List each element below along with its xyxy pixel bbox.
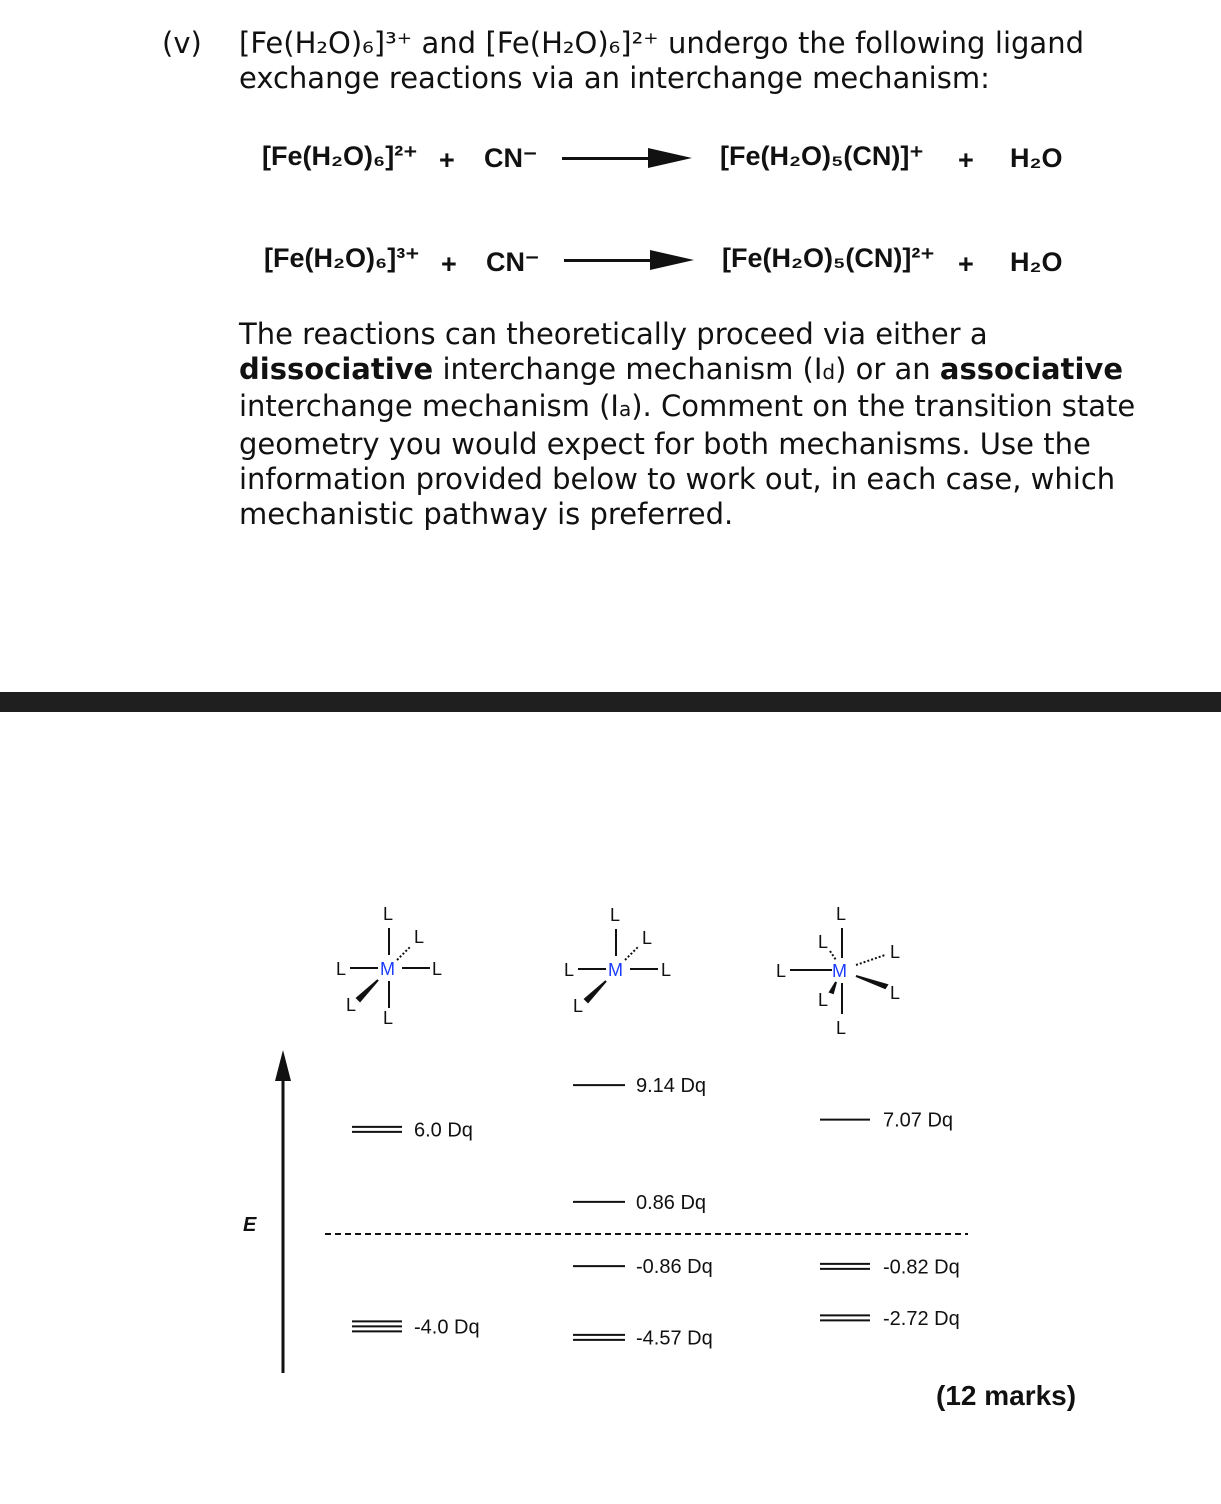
intro-line-1: [Fe(H₂O)₆]³⁺ and [Fe(H₂O)₆]²⁺ undergo the following ligand	[239, 26, 1084, 60]
ligand-label: L	[383, 904, 394, 924]
energy-level	[573, 1327, 713, 1349]
ligand-label: L	[890, 983, 901, 1003]
subscript-d: d	[822, 359, 836, 384]
energy-level	[820, 1110, 953, 1132]
energy-levels	[352, 1075, 960, 1349]
para-text-2: interchange mechanism (I	[433, 351, 823, 386]
ligand-label: L	[346, 995, 357, 1015]
para-line-4: geometry you would expect for both mechanisms. Use the	[239, 427, 1091, 462]
energy-level	[820, 1256, 960, 1278]
para-text-5: ). Comment on the transition state	[631, 389, 1136, 424]
para-line-6: mechanistic pathway is preferred.	[239, 496, 734, 531]
pentagonal-bipyramidal-structure	[776, 904, 900, 1038]
reaction-1-nucleophile: CN⁻	[484, 143, 538, 173]
reaction-1-product: [Fe(H₂O)₅(CN)]⁺	[720, 141, 924, 171]
energy-level-label: 9.14 Dq	[636, 1075, 707, 1098]
energy-level-label: 7.07 Dq	[883, 1109, 954, 1132]
energy-axis-arrowhead	[275, 1050, 291, 1081]
para-line-1: The reactions can theoretically proceed via either a	[239, 317, 988, 351]
reaction-2-water: H₂O	[1010, 247, 1063, 277]
ligand-label: L	[836, 1018, 847, 1038]
ligand-label: L	[836, 904, 847, 924]
reaction-1-reactant: [Fe(H₂O)₆]²⁺	[262, 141, 418, 171]
energy-level	[573, 1192, 706, 1214]
reaction-1-water: H₂O	[1010, 143, 1063, 173]
ligand-label: L	[818, 990, 829, 1010]
metal-label: M	[380, 959, 395, 979]
reaction-2-product: [Fe(H₂O)₅(CN)]²⁺	[722, 243, 935, 273]
ligand-label: L	[564, 960, 575, 980]
energy-level-label: -4.0 Dq	[414, 1316, 480, 1339]
energy-level-label: 6.0 Dq	[414, 1119, 473, 1142]
reaction-2-nucleophile: CN⁻	[486, 247, 540, 277]
ligand-label: L	[573, 996, 584, 1016]
reaction-2-plus: +	[441, 249, 457, 279]
ligand-label: L	[776, 961, 787, 981]
reaction-1-plus: +	[439, 145, 455, 175]
reaction-1-plus-2: +	[958, 145, 974, 175]
octahedral-structure	[336, 904, 442, 1028]
marks-label: (12 marks)	[936, 1380, 1077, 1411]
ligand-label: L	[414, 927, 425, 947]
question-number: (v)	[162, 26, 202, 60]
para-text-4: interchange mechanism (I	[239, 389, 619, 424]
ligand-label: L	[336, 959, 347, 979]
energy-level	[573, 1256, 713, 1278]
term-associative: associative	[939, 351, 1123, 386]
energy-level-label: -2.72 Dq	[883, 1307, 960, 1330]
energy-level-label: 0.86 Dq	[636, 1191, 707, 1214]
intro-line-2: exchange reactions via an interchange mechanism:	[239, 61, 990, 95]
para-line-5: information provided below to work out, in each case, which	[239, 461, 1116, 496]
term-dissociative: dissociative	[239, 351, 434, 386]
ligand-label: L	[432, 959, 443, 979]
para-text-3: ) or an	[835, 351, 940, 386]
energy-axis-label: E	[243, 1214, 257, 1236]
energy-level-label: -0.86 Dq	[636, 1256, 713, 1279]
energy-level	[352, 1316, 480, 1338]
ligand-label: L	[610, 905, 621, 925]
square-pyramidal-structure	[564, 905, 671, 1016]
energy-level-label: -4.57 Dq	[636, 1327, 713, 1350]
subscript-a: a	[618, 397, 632, 422]
energy-level	[573, 1075, 706, 1097]
ligand-label: L	[661, 960, 672, 980]
energy-level-label: -0.82 Dq	[883, 1256, 960, 1279]
reaction-2-plus-2: +	[958, 249, 974, 279]
reaction-2-reactant: [Fe(H₂O)₆]³⁺	[264, 243, 420, 273]
metal-label: M	[608, 960, 623, 980]
energy-level	[352, 1119, 473, 1141]
metal-label: M	[832, 961, 847, 981]
ligand-label: L	[383, 1008, 394, 1028]
energy-level	[820, 1308, 960, 1330]
ligand-label: L	[890, 942, 901, 962]
ligand-label: L	[818, 932, 829, 952]
ligand-label: L	[642, 928, 653, 948]
